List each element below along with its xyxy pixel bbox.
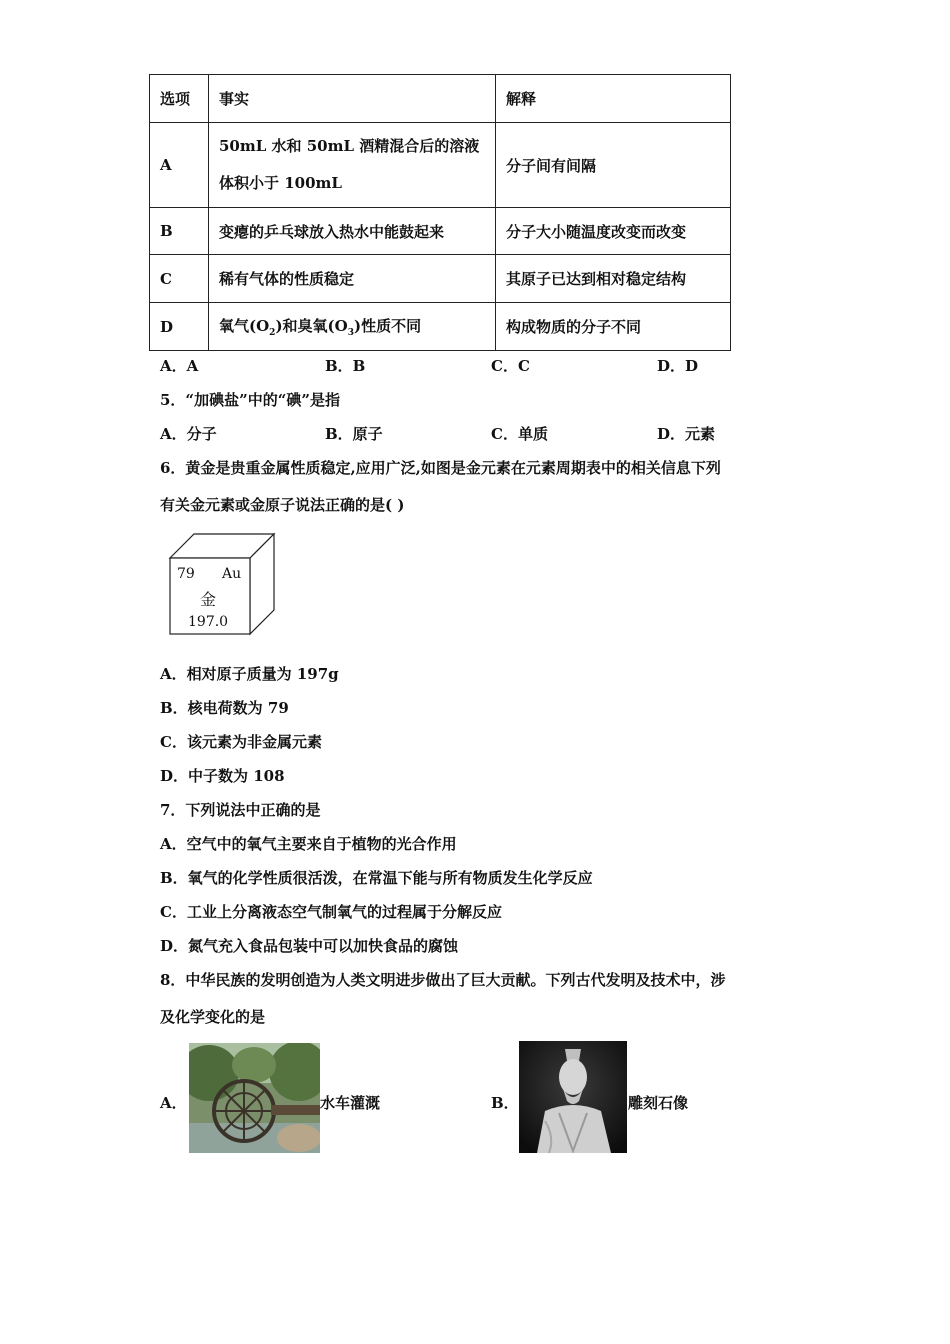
- q8-option-a-letter[interactable]: A．: [160, 1094, 187, 1112]
- row-option: B: [150, 208, 209, 255]
- fact-line: 50mL 水和 50mL 酒精混合后的溶液: [219, 137, 480, 155]
- q7-question: 7．下列说法中正确的是: [160, 801, 321, 819]
- q4-option-b[interactable]: B．B: [325, 357, 366, 375]
- header-explain: 解释: [496, 75, 731, 123]
- element-symbol: Au: [222, 566, 242, 582]
- row-fact: 稀有气体的性质稳定: [209, 255, 496, 303]
- q5-option-d[interactable]: D．元素: [657, 425, 716, 443]
- atomic-number: 79: [177, 566, 195, 582]
- element-name: 金: [200, 590, 217, 609]
- row-explain: 分子间有间隔: [496, 123, 731, 208]
- header-option: 选项: [150, 75, 209, 123]
- q8-question-line1: 8．中华民族的发明创造为人类文明进步做出了巨大贡献。下列古代发明及技术中，涉: [160, 971, 726, 989]
- table-header-row: [150, 75, 731, 123]
- q4-option-d[interactable]: D．D: [657, 357, 699, 375]
- q5-option-b[interactable]: B．原子: [325, 425, 383, 443]
- element-cell-figure: [168, 532, 276, 636]
- q4-option-c[interactable]: C．C: [491, 357, 530, 375]
- fact-text: )和臭氧(O: [275, 317, 348, 335]
- atomic-mass: 197.0: [188, 614, 229, 630]
- subscript: 2: [269, 328, 276, 338]
- subscript: 3: [347, 328, 354, 338]
- row-option: D: [150, 303, 209, 351]
- q7-option-d[interactable]: D．氮气充入食品包装中可以加快食品的腐蚀: [160, 937, 459, 955]
- q7-option-c[interactable]: C．工业上分离液态空气制氧气的过程属于分解反应: [160, 903, 502, 921]
- row-explain: 构成物质的分子不同: [496, 303, 731, 351]
- q5-option-c[interactable]: C．单质: [491, 425, 548, 443]
- q6-option-b[interactable]: B．核电荷数为 79: [160, 699, 289, 717]
- waterwheel-image: [189, 1043, 320, 1153]
- row-fact: 变瘪的乒乓球放入热水中能鼓起来: [209, 208, 496, 255]
- q8-option-b-letter[interactable]: B．: [491, 1094, 519, 1112]
- table-row: [150, 255, 731, 303]
- q6-option-c[interactable]: C．该元素为非金属元素: [160, 733, 322, 751]
- row-explain: 其原子已达到相对稳定结构: [496, 255, 731, 303]
- table-row: [150, 123, 731, 208]
- table-row: [150, 303, 731, 351]
- q6-question-line2: 有关金元素或金原子说法正确的是( ): [160, 496, 405, 514]
- q8-option-a-text: 水车灌溉: [320, 1094, 381, 1112]
- facts-table: [149, 74, 731, 351]
- row-explain: 分子大小随温度改变而改变: [496, 208, 731, 255]
- q8-question-line2: 及化学变化的是: [160, 1008, 266, 1026]
- header-fact: 事实: [209, 75, 496, 123]
- q4-option-a[interactable]: A．A: [160, 357, 199, 375]
- q8-option-b-text: 雕刻石像: [628, 1094, 689, 1112]
- row-option: A: [150, 123, 209, 208]
- q6-option-d[interactable]: D．中子数为 108: [160, 767, 285, 785]
- row-fact: [209, 123, 496, 208]
- row-option: C: [150, 255, 209, 303]
- q7-option-b[interactable]: B．氧气的化学性质很活泼，在常温下能与所有物质发生化学反应: [160, 869, 593, 887]
- fact-text: )性质不同: [353, 317, 422, 335]
- q6-question-line1: 6．黄金是贵重金属性质稳定,应用广泛,如图是金元素在元素周期表中的相关信息下列: [160, 459, 721, 477]
- q5-option-a[interactable]: A．分子: [160, 425, 217, 443]
- table-row: [150, 208, 731, 255]
- fact-text: 氧气(O: [219, 317, 270, 335]
- fact-line: 体积小于 100mL: [219, 174, 342, 192]
- q5-question: 5．“加碘盐”中的“碘”是指: [160, 391, 340, 409]
- q7-option-a[interactable]: A．空气中的氧气主要来自于植物的光合作用: [160, 835, 457, 853]
- q6-option-a[interactable]: A．相对原子质量为 197g: [160, 665, 339, 683]
- stone-statue-image: [519, 1041, 627, 1153]
- row-fact: [209, 303, 496, 351]
